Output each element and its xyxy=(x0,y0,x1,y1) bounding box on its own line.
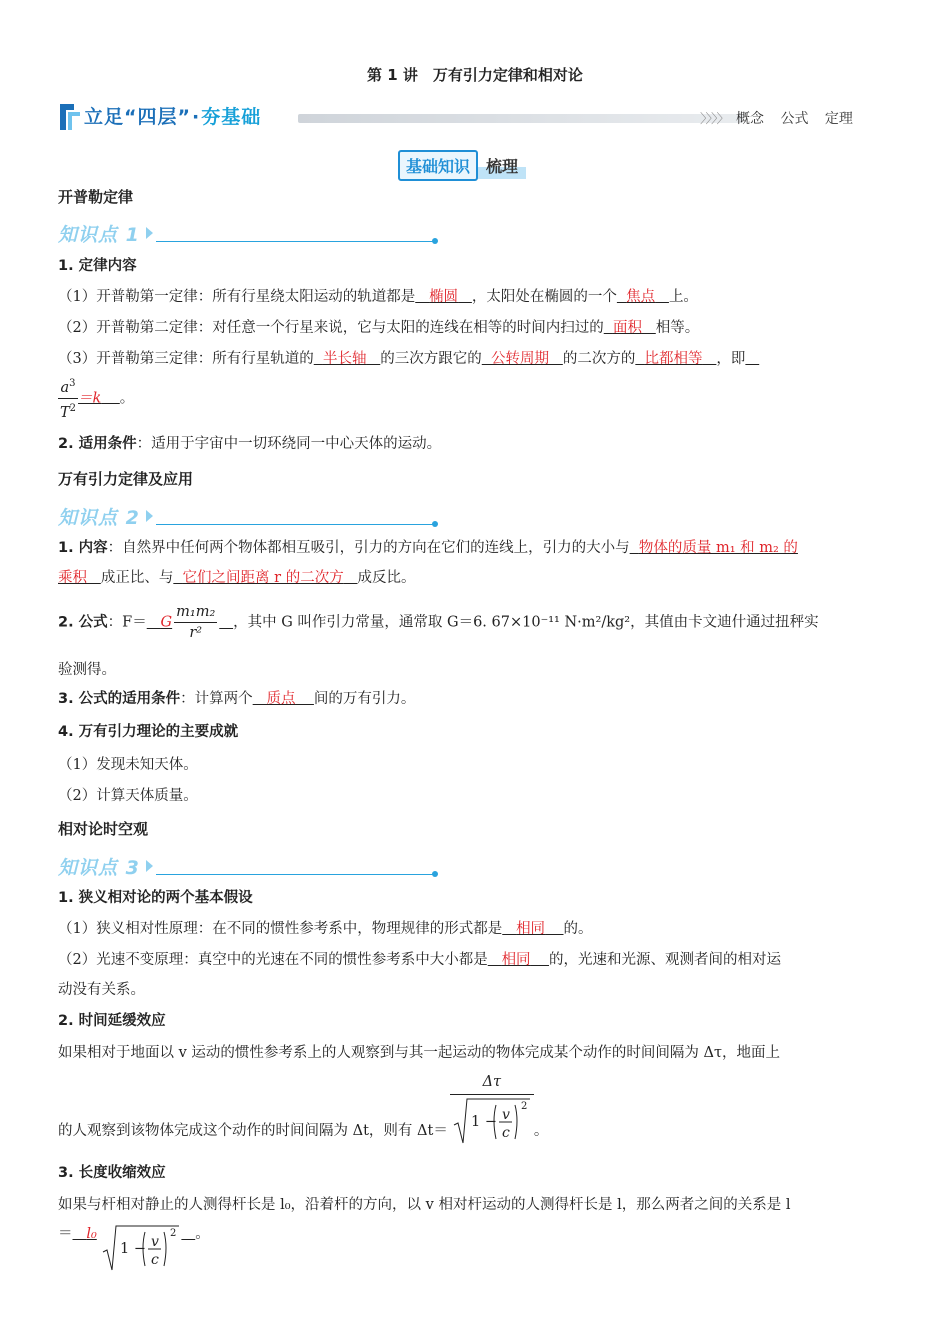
knowledge-point-label: 知识点 2 xyxy=(58,507,140,529)
banner-title-c: 夯基础 xyxy=(201,106,262,128)
kepler-first-law xyxy=(58,287,698,307)
divider-dot xyxy=(432,521,438,527)
kepler-second-law xyxy=(58,318,699,338)
postulate-2 xyxy=(58,950,781,970)
badge-right: 梳理 xyxy=(478,152,526,179)
play-arrow-icon xyxy=(146,510,153,522)
text: 。 xyxy=(119,390,135,407)
text: 的三次方跟它的 xyxy=(380,351,482,367)
banner-title-a: 立足 xyxy=(84,106,125,128)
sqrt-icon xyxy=(452,1095,532,1147)
postulate-2b: 动没有关系。 xyxy=(58,982,145,998)
text: 间的万有引力。 xyxy=(313,691,416,707)
blank-pad xyxy=(295,691,313,707)
heading: 2. 适用条件 xyxy=(58,436,137,452)
banner-title xyxy=(84,102,261,129)
answer-ellipse: 椭圆 xyxy=(429,289,459,305)
blank-pad xyxy=(73,1226,87,1242)
length-contraction-formula xyxy=(58,1222,210,1274)
text: （1）狭义相对性原理：在不同的惯性参考系中，物理规律的形式都是 xyxy=(58,921,503,937)
heading-law-content: 1. 定律内容 xyxy=(58,258,137,274)
blank-pad xyxy=(101,390,119,406)
section-heading-gravitation: 万有引力定律及应用 xyxy=(58,470,194,488)
text: ：计算两个 xyxy=(180,691,253,707)
sqrt-one: 1 − xyxy=(470,1114,497,1130)
blank-pad xyxy=(87,570,101,586)
achievement-1: （1）发现未知天体。 xyxy=(58,757,198,773)
sub-badge xyxy=(398,150,526,178)
knowledge-point-1 xyxy=(58,220,443,246)
answer-period: 公转周期 xyxy=(491,351,549,367)
time-dilation-formula xyxy=(58,1070,548,1147)
heading-length-contraction: 3. 长度收缩效应 xyxy=(58,1165,166,1181)
answer-masses: 物体的质量 m₁ 和 m₂ 的 xyxy=(638,540,798,556)
fraction-den: T xyxy=(60,404,70,421)
gravitation-formula xyxy=(58,602,819,643)
answer-G: G xyxy=(160,614,173,631)
blank-pad xyxy=(344,570,358,586)
gravitation-formula-2: 验测得。 xyxy=(58,662,116,678)
sqrt-expression xyxy=(450,1095,534,1147)
length-contraction-text: 如果与杆相对静止的人测得杆长是 l₀，沿着杆的方向，以 v 相对杆运动的人测得杆长是 l，那么两者之间的关系是 l xyxy=(58,1197,791,1213)
text: 。 xyxy=(195,1226,210,1242)
heading: 1. 内容 xyxy=(58,540,108,556)
heading-achievements: 4. 万有引力理论的主要成就 xyxy=(58,724,239,740)
blank-pad xyxy=(549,351,563,367)
fraction-dtau-sqrt xyxy=(450,1070,534,1147)
blank-pad xyxy=(219,615,233,631)
text: 的，光速和光源、观测者间的相对运 xyxy=(549,952,781,968)
sqrt-v: v xyxy=(501,1107,510,1123)
answer-particle: 质点 xyxy=(266,691,296,707)
answer-l0: l₀ xyxy=(86,1226,97,1242)
badge-left: 基础知识 xyxy=(398,150,478,181)
banner-title-b: “四层” xyxy=(124,106,191,128)
blank-pad xyxy=(545,921,563,937)
blank-pad xyxy=(253,691,267,707)
text: 的二次方的 xyxy=(562,351,636,367)
blank-pad xyxy=(635,351,644,367)
answer-equals-k: ＝k xyxy=(78,390,102,407)
banner-corner-icon xyxy=(58,102,86,132)
text: ，太阳处在椭圆的一个 xyxy=(471,289,617,305)
blank-pad xyxy=(531,952,549,968)
blank-pad xyxy=(482,351,491,367)
answer-same-1: 相同 xyxy=(516,921,546,937)
knowledge-point-3 xyxy=(58,853,443,879)
text: （3）开普勒第三定律：所有行星轨道的 xyxy=(58,351,314,367)
fraction-num: a xyxy=(60,379,70,396)
answer-area: 面积 xyxy=(612,320,642,336)
sqrt-c: c xyxy=(151,1252,160,1268)
sqrt-icon xyxy=(101,1222,181,1274)
blank-pad xyxy=(314,351,323,367)
divider-dot xyxy=(432,871,438,877)
divider xyxy=(156,241,434,242)
blank-pad xyxy=(604,320,613,336)
blank-pad xyxy=(458,289,472,305)
text: ＝ xyxy=(58,1226,73,1242)
heading-postulates: 1. 狭义相对论的两个基本假设 xyxy=(58,890,253,906)
section-heading-kepler: 开普勒定律 xyxy=(58,188,134,206)
gravitation-content-2 xyxy=(58,568,416,588)
text: 相等。 xyxy=(655,320,700,336)
answer-semi-major-axis: 半长轴 xyxy=(322,351,367,367)
fraction-num: Δτ xyxy=(450,1070,534,1095)
answer-ratio-equal: 比都相等 xyxy=(644,351,703,367)
answer-same-2: 相同 xyxy=(501,952,531,968)
sup: 3 xyxy=(69,378,76,389)
text: ：自然界中任何两个物体都相互吸引，引力的方向在它们的连线上，引力的大小与 xyxy=(107,540,630,556)
blank-pad xyxy=(502,921,516,937)
blank-pad xyxy=(147,615,161,631)
sqrt-exp: 2 xyxy=(520,1101,528,1112)
achievement-2: （2）计算天体质量。 xyxy=(58,788,198,804)
chevrons-icon: 〉〉〉〉 xyxy=(700,112,729,127)
page-title: 第 1 讲 万有引力定律和相对论 xyxy=(367,66,583,84)
heading: 3. 公式的适用条件 xyxy=(58,691,181,707)
text: 成反比。 xyxy=(357,570,416,586)
gravitation-content xyxy=(58,538,798,558)
blank-pad xyxy=(642,320,656,336)
section-heading-relativity: 相对论时空观 xyxy=(58,820,149,838)
formula-conditions xyxy=(58,689,415,709)
sqrt-exp: 2 xyxy=(170,1228,177,1239)
blank-pad xyxy=(617,289,626,305)
knowledge-point-label: 知识点 3 xyxy=(58,857,140,879)
text: ：F＝ xyxy=(107,614,147,631)
heading: 2. 公式 xyxy=(58,614,108,631)
knowledge-point-2 xyxy=(58,503,443,529)
blank-pad xyxy=(415,289,429,305)
text: 上。 xyxy=(668,289,698,305)
time-dilation-text: 如果相对于地面以 v 运动的惯性参考系上的人观察到与其一起运动的物体完成某个动作的时间间隔为 Δτ，地面上 xyxy=(58,1045,781,1061)
knowledge-point-label: 知识点 1 xyxy=(58,224,140,246)
fraction-m1m2-r2 xyxy=(174,602,217,643)
postulate-1 xyxy=(58,919,593,939)
play-arrow-icon xyxy=(146,227,153,239)
text: 的。 xyxy=(563,921,593,937)
blank-pad xyxy=(703,351,717,367)
text: ：适用于宇宙中一切环绕同一中心天体的运动。 xyxy=(136,436,442,452)
answer-distance-squared: 它们之间距离 r 的二次方 xyxy=(182,570,344,586)
blank-pad xyxy=(488,952,502,968)
text: ，即 xyxy=(716,351,746,367)
text: （2）开普勒第二定律：对任意一个行星来说，它与太阳的连线在相等的时间内扫过的 xyxy=(58,320,604,336)
text: 的人观察到该物体完成这个动作的时间间隔为 Δt，则有 Δt＝ xyxy=(58,1122,448,1139)
section-banner xyxy=(58,100,858,136)
sqrt-v: v xyxy=(151,1234,160,1250)
blank-pad xyxy=(181,1226,195,1242)
divider xyxy=(156,874,434,875)
banner-dot: · xyxy=(192,106,201,128)
text: （1）开普勒第一定律：所有行星绕太阳运动的轨道都是 xyxy=(58,289,416,305)
text: （2）光速不变原理：真空中的光速在不同的惯性参考系中大小都是 xyxy=(58,952,488,968)
sqrt-one: 1 − xyxy=(120,1241,147,1257)
blank-pad xyxy=(366,351,380,367)
banner-tags: 概念 公式 定理 xyxy=(736,111,853,127)
divider-dot xyxy=(432,238,438,244)
text: ，其中 G 叫作引力常量，通常取 G＝6. 67×10⁻¹¹ N·m²/kg²，其值由卡文迪什通过扭秤实 xyxy=(233,614,819,631)
sqrt-c: c xyxy=(501,1125,510,1141)
text: 成正比、与 xyxy=(100,570,174,586)
blank-pad xyxy=(655,289,669,305)
fraction-a3-T2 xyxy=(58,374,78,423)
blank-pad xyxy=(173,570,182,586)
play-arrow-icon xyxy=(146,860,153,872)
sup: 2 xyxy=(69,402,77,414)
banner-bar xyxy=(298,114,743,123)
divider xyxy=(156,524,434,525)
kepler-third-law xyxy=(58,349,759,369)
answer-product: 乘积 xyxy=(58,570,87,586)
heading-time-dilation: 2. 时间延缓效应 xyxy=(58,1013,166,1029)
applicable-conditions xyxy=(58,434,441,454)
blank-pad xyxy=(630,540,639,556)
kepler-formula xyxy=(58,374,134,423)
blank-pad xyxy=(745,351,759,367)
fraction-den: r² xyxy=(189,625,203,641)
text: 。 xyxy=(533,1122,549,1139)
fraction-num: m₁m₂ xyxy=(174,602,217,623)
answer-focus: 焦点 xyxy=(626,289,656,305)
